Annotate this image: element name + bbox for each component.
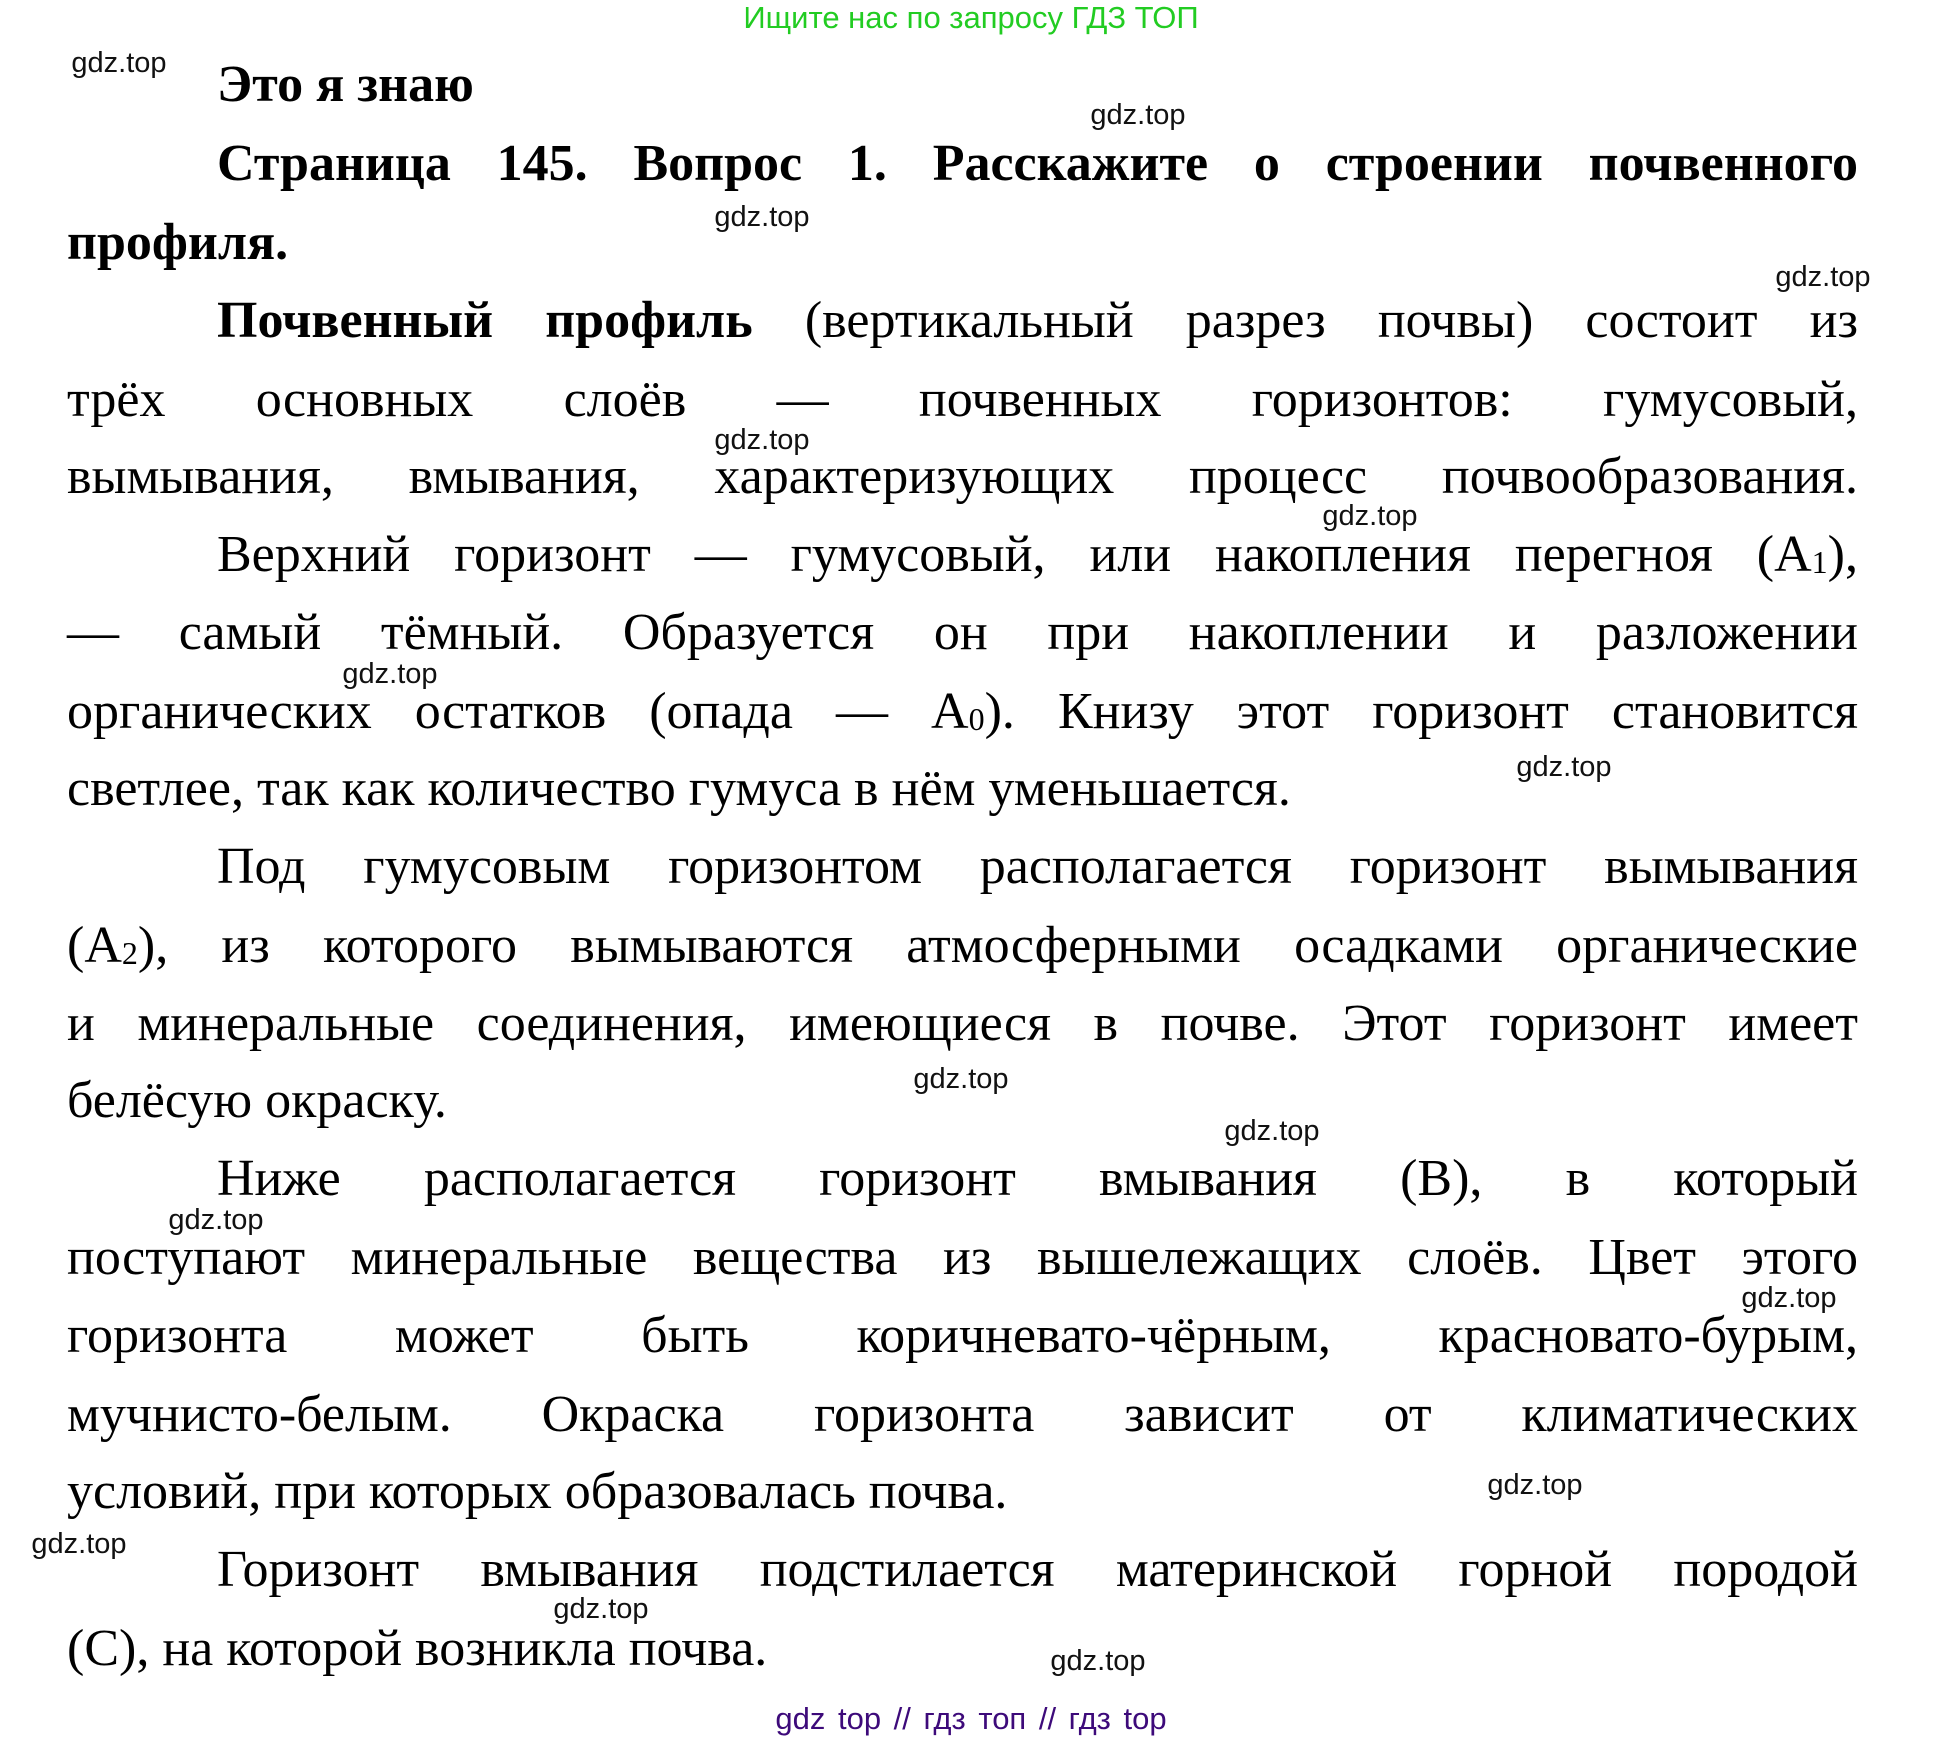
section-heading: Это я знаю [217, 56, 474, 113]
watermark: gdz.top [1090, 99, 1186, 131]
watermark: gdz.top [1322, 500, 1418, 532]
paragraph-5-line-1: Горизонт вмывания подстилается материнской горной породой [217, 1541, 1858, 1598]
watermark: gdz.top [1516, 751, 1612, 783]
watermark: gdz.top [1741, 1282, 1837, 1314]
paragraph-5-line-2: (C), на которой возникла почва. [67, 1620, 768, 1677]
paragraph-3-line-4: белёсую окраску. [67, 1072, 447, 1129]
watermark: gdz.top [168, 1204, 264, 1236]
watermark: gdz.top [1487, 1469, 1583, 1501]
watermark: gdz.top [1775, 261, 1871, 293]
question-title-line-2: профиля. [67, 214, 289, 271]
paragraph-4-line-3: горизонта может быть коричневато-чёрным, красновато-бурым, [67, 1307, 1858, 1364]
watermark: gdz.top [342, 658, 438, 690]
paragraph-4-line-5: условий, при которых образовалась почва. [67, 1463, 1008, 1520]
paragraph-3-line-3: и минеральные соединения, имеющиеся в почве. Этот горизонт имеет [67, 995, 1858, 1052]
paragraph-1-line-3: вымывания, вмывания, характеризующих процесс почвообразования. [67, 448, 1858, 505]
watermark: gdz.top [553, 1593, 649, 1625]
watermark: gdz.top [71, 47, 167, 79]
paragraph-4-line-2: поступают минеральные вещества из вышележащих слоёв. Цвет этого [67, 1229, 1858, 1286]
footer-links: gdz top // гдз топ // гдз top [775, 1701, 1167, 1736]
watermark: gdz.top [714, 424, 810, 456]
question-title-line-1: Страница 145. Вопрос 1. Расскажите о строении почвенного [217, 135, 1858, 192]
watermark: gdz.top [1050, 1645, 1146, 1677]
paragraph-2-line-3: органических остатков (опада — $A_0$). Книзу этот горизонт становится [67, 683, 1858, 740]
paragraph-3-line-1: Под гумусовым горизонтом располагается горизонт вымывания [217, 838, 1858, 895]
watermark: gdz.top [913, 1063, 1009, 1095]
paragraph-2-line-1: Верхний горизонт — гумусовый, или накопления перегноя $(A_1)$, [217, 526, 1858, 583]
paragraph-3-line-2: $(A_2)$, из которого вымываются атмосферными осадками органические [67, 917, 1858, 974]
watermark: gdz.top [31, 1528, 127, 1560]
term-soil-profile: Почвенный профиль [217, 292, 753, 349]
paragraph-2-line-2: — самый тёмный. Образуется он при накоплении и разложении [67, 604, 1858, 661]
watermark: gdz.top [714, 201, 810, 233]
paragraph-1-line-1: Почвенный профиль (вертикальный разрез почвы) состоит из [217, 292, 1858, 349]
paragraph-4-line-1: Ниже располагается горизонт вмывания (B), в который [217, 1150, 1858, 1207]
paragraph-1-line-2: трёх основных слоёв — почвенных горизонтов: гумусовый, [67, 371, 1858, 428]
paragraph-2-line-4: светлее, так как количество гумуса в нём уменьшается. [67, 760, 1291, 817]
search-banner: Ищите нас по запросу ГДЗ ТОП [743, 0, 1199, 35]
paragraph-4-line-4: мучнисто-белым. Окраска горизонта зависит от климатических [67, 1386, 1858, 1443]
watermark: gdz.top [1224, 1115, 1320, 1147]
